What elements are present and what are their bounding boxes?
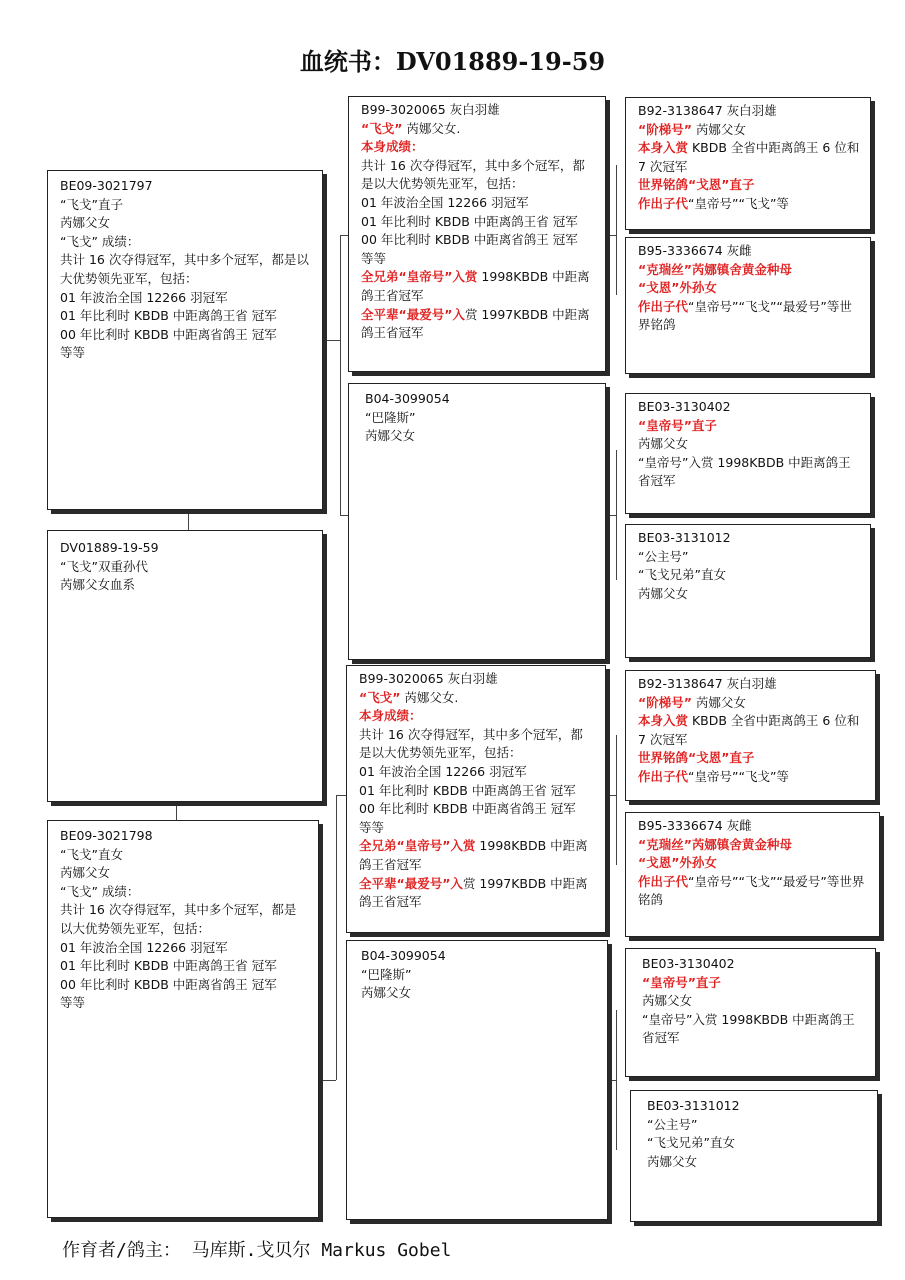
detail-line: “飞戈”双重孙代 (60, 558, 148, 574)
connector-line (606, 235, 616, 236)
grandsire-card-top (348, 96, 606, 372)
pigeon-name: “皇帝号”直子 (638, 417, 717, 433)
result-line: 01 年比利时 KBDB 中距离鸽王省 冠军 (60, 958, 277, 974)
pigeon-name: “飞戈” (361, 120, 403, 136)
ancestor-card-b95-bottom (625, 812, 880, 937)
connector-line (176, 801, 177, 821)
result-line: 00 年比利时 KBDB 中距离省鸽王 冠军 (60, 976, 277, 992)
achievement-text: 共计 16 次夺得冠军，其中多个冠军，都是以大优势领先亚军，包括： (60, 252, 309, 286)
ancestor-card-be03a-top (625, 393, 871, 514)
detail-line: 芮娜父女血系 (60, 577, 136, 593)
connector-line (340, 235, 341, 515)
connector-line (340, 235, 348, 236)
pigeon-name: “公主号” (647, 1116, 698, 1132)
ring-number: BE03-3130402 (638, 399, 731, 414)
connector-line (616, 735, 617, 865)
result-line: 01 年比利时 KBDB 中距离鸽王省 冠军 (359, 782, 576, 798)
detail-line: “飞戈”直女 (60, 846, 123, 862)
highlight-line: “克瑞丝”芮娜镇舍黄金种母 (638, 836, 792, 852)
detail-line: “皇帝号”入赏 1998KBDB 中距离鸽王省冠军 (642, 1011, 855, 1046)
pigeon-name: “巴隆斯” (365, 409, 416, 425)
breeder-footer: 作育者/鸽主： 马库斯.戈贝尔 Markus Gobel (62, 1240, 452, 1261)
detail-line: 芮娜父女 (638, 585, 689, 601)
detail-text: KBDB 全省中距离鸽王 6 位和 7 次冠军 (638, 140, 860, 174)
detail-text: 赏 1997KBDB 中距离鸽王省冠军 (361, 306, 590, 341)
ancestor-card-be03b-top (625, 524, 871, 658)
ring-number: B95-3336674 灰雌 (638, 243, 752, 258)
offspring-label: 作出子代 (638, 195, 689, 211)
offspring-label: 作出子代 (638, 298, 689, 314)
detail-line: “飞戈” 成绩： (60, 233, 140, 249)
detail-line: 芮娜父女 (60, 865, 111, 881)
result-line: 01 年波治全国 12266 羽冠军 (60, 289, 228, 305)
achievement-text: 共计 16 次夺得冠军，其中多个冠军，都是以大优势领先亚军，包括： (361, 157, 585, 192)
ring-number: BE09-3021797 (60, 178, 153, 193)
connector-line (188, 510, 189, 530)
detail-line: “皇帝号”入赏 1998KBDB 中距离鸽王省冠军 (638, 454, 851, 489)
result-line: 01 年比利时 KBDB 中距离鸽王省 冠军 (361, 213, 578, 229)
dam-card (47, 820, 319, 1218)
detail-line: “飞戈兄弟”直女 (647, 1135, 735, 1151)
ancestor-card-b95-top (625, 237, 871, 374)
generation-highlight: 全平辈“最爱号”入 (359, 875, 463, 891)
ring-number: B04-3099054 (361, 948, 446, 963)
connector-line (340, 515, 348, 516)
granddam-card-top (348, 383, 606, 660)
ring-number: DV01889-19-59 (60, 540, 159, 555)
highlight-line: “戈恩”外孙女 (638, 280, 717, 296)
pigeon-name: “公主号” (638, 548, 689, 564)
own-results-label: 本身成绩： (361, 139, 424, 155)
connector-line (318, 1080, 336, 1081)
result-line: 00 年比利时 KBDB 中距离省鸽王 冠军 (359, 801, 576, 817)
ring-number: BE03-3130402 (642, 956, 735, 971)
offspring-label: 作出子代 (638, 768, 689, 784)
detail-line: 芮娜父女 (365, 428, 416, 444)
result-line: 等等 (361, 250, 387, 266)
achievement-text: 共计 16 次夺得冠军，其中多个冠军，都是以大优势领先亚军，包括： (60, 902, 297, 936)
own-results-label: 本身成绩： (359, 708, 422, 724)
ancestor-card-be03a-bottom (625, 948, 876, 1077)
detail-line: “飞戈兄弟”直女 (638, 567, 726, 583)
ring-number: B92-3138647 灰白羽雄 (638, 676, 777, 691)
detail-text: 芮娜父女. (400, 689, 459, 705)
result-line: 01 年波治全国 12266 羽冠军 (361, 194, 529, 210)
result-line: 01 年波治全国 12266 羽冠军 (60, 939, 228, 955)
detail-line: 芮娜父女 (647, 1153, 698, 1169)
connector-line (336, 795, 346, 796)
detail-text: “皇帝号”“飞戈”等 (688, 768, 789, 784)
detail-line: “飞戈” 成绩： (60, 883, 140, 899)
ancestor-card-be03b-bottom (630, 1090, 878, 1222)
detail-line: 芮娜父女 (642, 993, 693, 1009)
own-results-label: 本身入赏 (638, 713, 689, 729)
connector-line (616, 450, 617, 580)
ring-number: B92-3138647 灰白羽雄 (638, 103, 777, 118)
result-line: 01 年波治全国 12266 羽冠军 (359, 763, 527, 779)
ancestor-card-b92-top (625, 97, 871, 230)
ring-number: B04-3099054 (365, 391, 450, 406)
ring-number: BE09-3021798 (60, 828, 153, 843)
ring-number: B99-3020065 灰白羽雄 (359, 671, 498, 686)
world-highlight: 世界铭鸽“戈恩”直子 (638, 177, 755, 193)
detail-text: 芮娜父女. (402, 120, 461, 136)
detail-line: “飞戈”直子 (60, 196, 123, 212)
detail-line: 芮娜父女 (60, 215, 111, 231)
result-line: 等等 (359, 819, 385, 835)
ring-number: BE03-3131012 (647, 1098, 740, 1113)
own-results-label: 本身入赏 (638, 140, 689, 156)
result-line: 等等 (60, 345, 86, 361)
detail-text: 1998KBDB 中距离鸽王省冠军 (359, 838, 588, 872)
ring-number: B95-3336674 灰雌 (638, 818, 752, 833)
ring-number: BE03-3131012 (638, 530, 731, 545)
result-line: 00 年比利时 KBDB 中距离省鸽王 冠军 (361, 232, 578, 248)
subject-card (47, 530, 323, 802)
offspring-label: 作出子代 (638, 873, 689, 889)
result-line: 00 年比利时 KBDB 中距离省鸽王 冠军 (60, 326, 277, 342)
granddam-card-bottom (346, 940, 608, 1220)
connector-line (336, 795, 337, 1080)
sire-card (47, 170, 323, 510)
detail-text: “皇帝号”“飞戈”等 (688, 195, 789, 211)
detail-text: 芮娜父女 (691, 121, 746, 137)
grandsire-card-bottom (346, 665, 606, 933)
detail-text: “皇帝号”“飞戈”“最爱号”等世界铭鸽 (638, 873, 865, 908)
page-title: 血统书：DV01889-19-59 (299, 47, 606, 76)
detail-text: “皇帝号”“飞戈”“最爱号”等世界铭鸽 (638, 298, 852, 333)
detail-text: 1998KBDB 中距离鸽王省冠军 (361, 269, 590, 303)
generation-highlight: 全平辈“最爱号”入 (361, 306, 465, 322)
highlight-line: “克瑞丝”芮娜镇舍黄金种母 (638, 261, 792, 277)
highlight-line: “戈恩”外孙女 (638, 855, 717, 871)
sibling-highlight: 全兄弟“皇帝号”入赏 (359, 838, 476, 854)
pigeon-name: “阶梯号” (638, 121, 692, 137)
connector-line (322, 340, 340, 341)
world-highlight: 世界铭鸽“戈恩”直子 (638, 750, 755, 766)
detail-text: KBDB 全省中距离鸽王 6 位和 7 次冠军 (638, 713, 860, 747)
ring-number: B99-3020065 灰白羽雄 (361, 102, 500, 117)
detail-line: 芮娜父女 (361, 985, 412, 1001)
sibling-highlight: 全兄弟“皇帝号”入赏 (361, 269, 478, 285)
connector-line (606, 795, 616, 796)
connector-line (616, 165, 617, 295)
ancestor-card-b92-bottom (625, 670, 876, 801)
result-line: 01 年比利时 KBDB 中距离鸽王省 冠军 (60, 308, 277, 324)
achievement-text: 共计 16 次夺得冠军，其中多个冠军，都是以大优势领先亚军，包括： (359, 726, 583, 761)
pigeon-name: “飞戈” (359, 689, 401, 705)
pigeon-name: “皇帝号”直子 (642, 974, 721, 990)
detail-line: 芮娜父女 (638, 436, 689, 452)
detail-text: 芮娜父女 (691, 694, 746, 710)
connector-line (606, 515, 616, 516)
connector-line (616, 1010, 617, 1150)
result-line: 等等 (60, 995, 86, 1011)
detail-text: 赏 1997KBDB 中距离鸽王省冠军 (359, 875, 588, 910)
pigeon-name: “阶梯号” (638, 694, 692, 710)
pigeon-name: “巴隆斯” (361, 966, 412, 982)
